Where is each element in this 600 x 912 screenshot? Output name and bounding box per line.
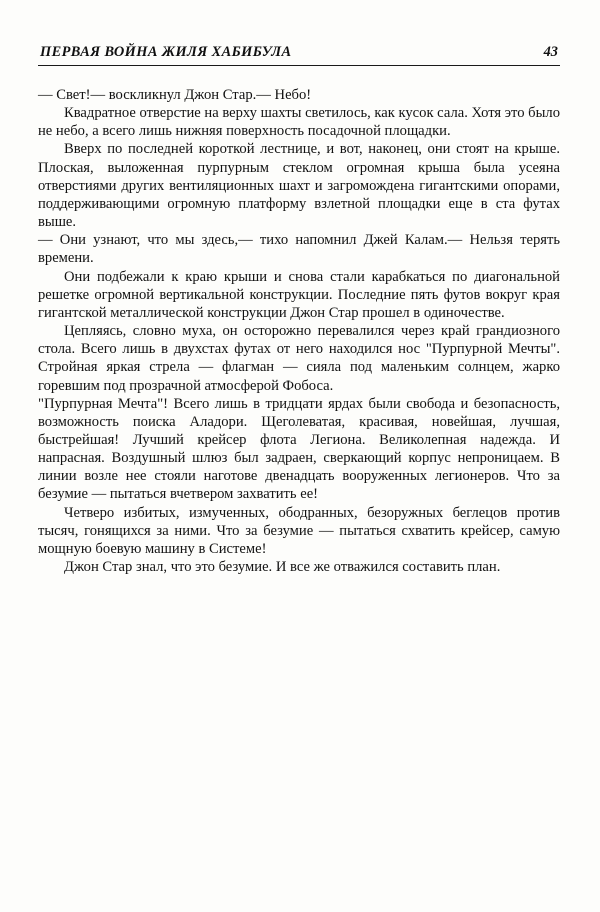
paragraph: Они подбежали к краю крыши и снова стали карабкаться по диагональной решетке огромной вертикальной конструкции. Последние пять футов вокруг края гигантской металлической конструкции Джон Стар прошел в одиночестве.: [38, 268, 560, 321]
paragraph: Квадратное отверстие на верху шахты светилось, как кусок сала. Хотя это было не небо, а всего лишь нижняя поверхность посадочной площадки.: [38, 105, 560, 140]
page-number: 43: [543, 44, 558, 60]
body-text: [38, 86, 560, 576]
page-header: [38, 44, 560, 66]
paragraph: Джон Стар знал, что это безумие. И все же отважился составить план.: [64, 559, 501, 576]
paragraph: — Они узнают, что мы здесь,— тихо напомнил Джей Калам.— Нельзя терять времени.: [38, 232, 560, 267]
paragraph: — Свет!— воскликнул Джон Стар.— Небо!: [38, 87, 312, 103]
paragraph: "Пурпурная Мечта"! Всего лишь в тридцати ярдах были свобода и безопасность, возможность поиска Аладори. Щеголеватая, красивая, новейшая, лучшая, быстрейшая! Лучший крейсер флота Легиона. Великолепная надежда. И напрасная. Воздушный шлюз был задраен, сверкающий корпус непроницаем. В линии возле нее стояли наготове двенадцать вооруженных легионеров. Что за безумие — пытаться вчетвером захватить ее!: [38, 395, 560, 503]
paragraph: Цепляясь, словно муха, он осторожно перевалился через край грандиозного стола. Всего лишь в двухстах футах от него находился нос "Пурпурной Мечты". Стройная яркая стрела — флагман — сияла под маленьким солнцем, жарко горевшим под прозрачной атмосферой Фобоса.: [38, 323, 560, 394]
paragraph: Четверо избитых, измученных, ободранных, безоружных беглецов против тысяч, гонящихся за ними. Что за безумие — пытаться схватить крейсер, самую мощную боевую машину в Системе!: [38, 504, 560, 557]
running-title: ПЕРВАЯ ВОЙНА ЖИЛЯ ХАБИБУЛА: [40, 44, 292, 60]
paragraph: Вверх по последней короткой лестнице, и вот, наконец, они стоят на крыше. Плоская, выложенная пурпурным стеклом огромная крыша была усеяна отверстиями других вентиляционных шахт и загромождена гигантскими опорами, поддерживающими огромную платформу взлетной площадки еще в ста футах выше.: [38, 141, 560, 231]
